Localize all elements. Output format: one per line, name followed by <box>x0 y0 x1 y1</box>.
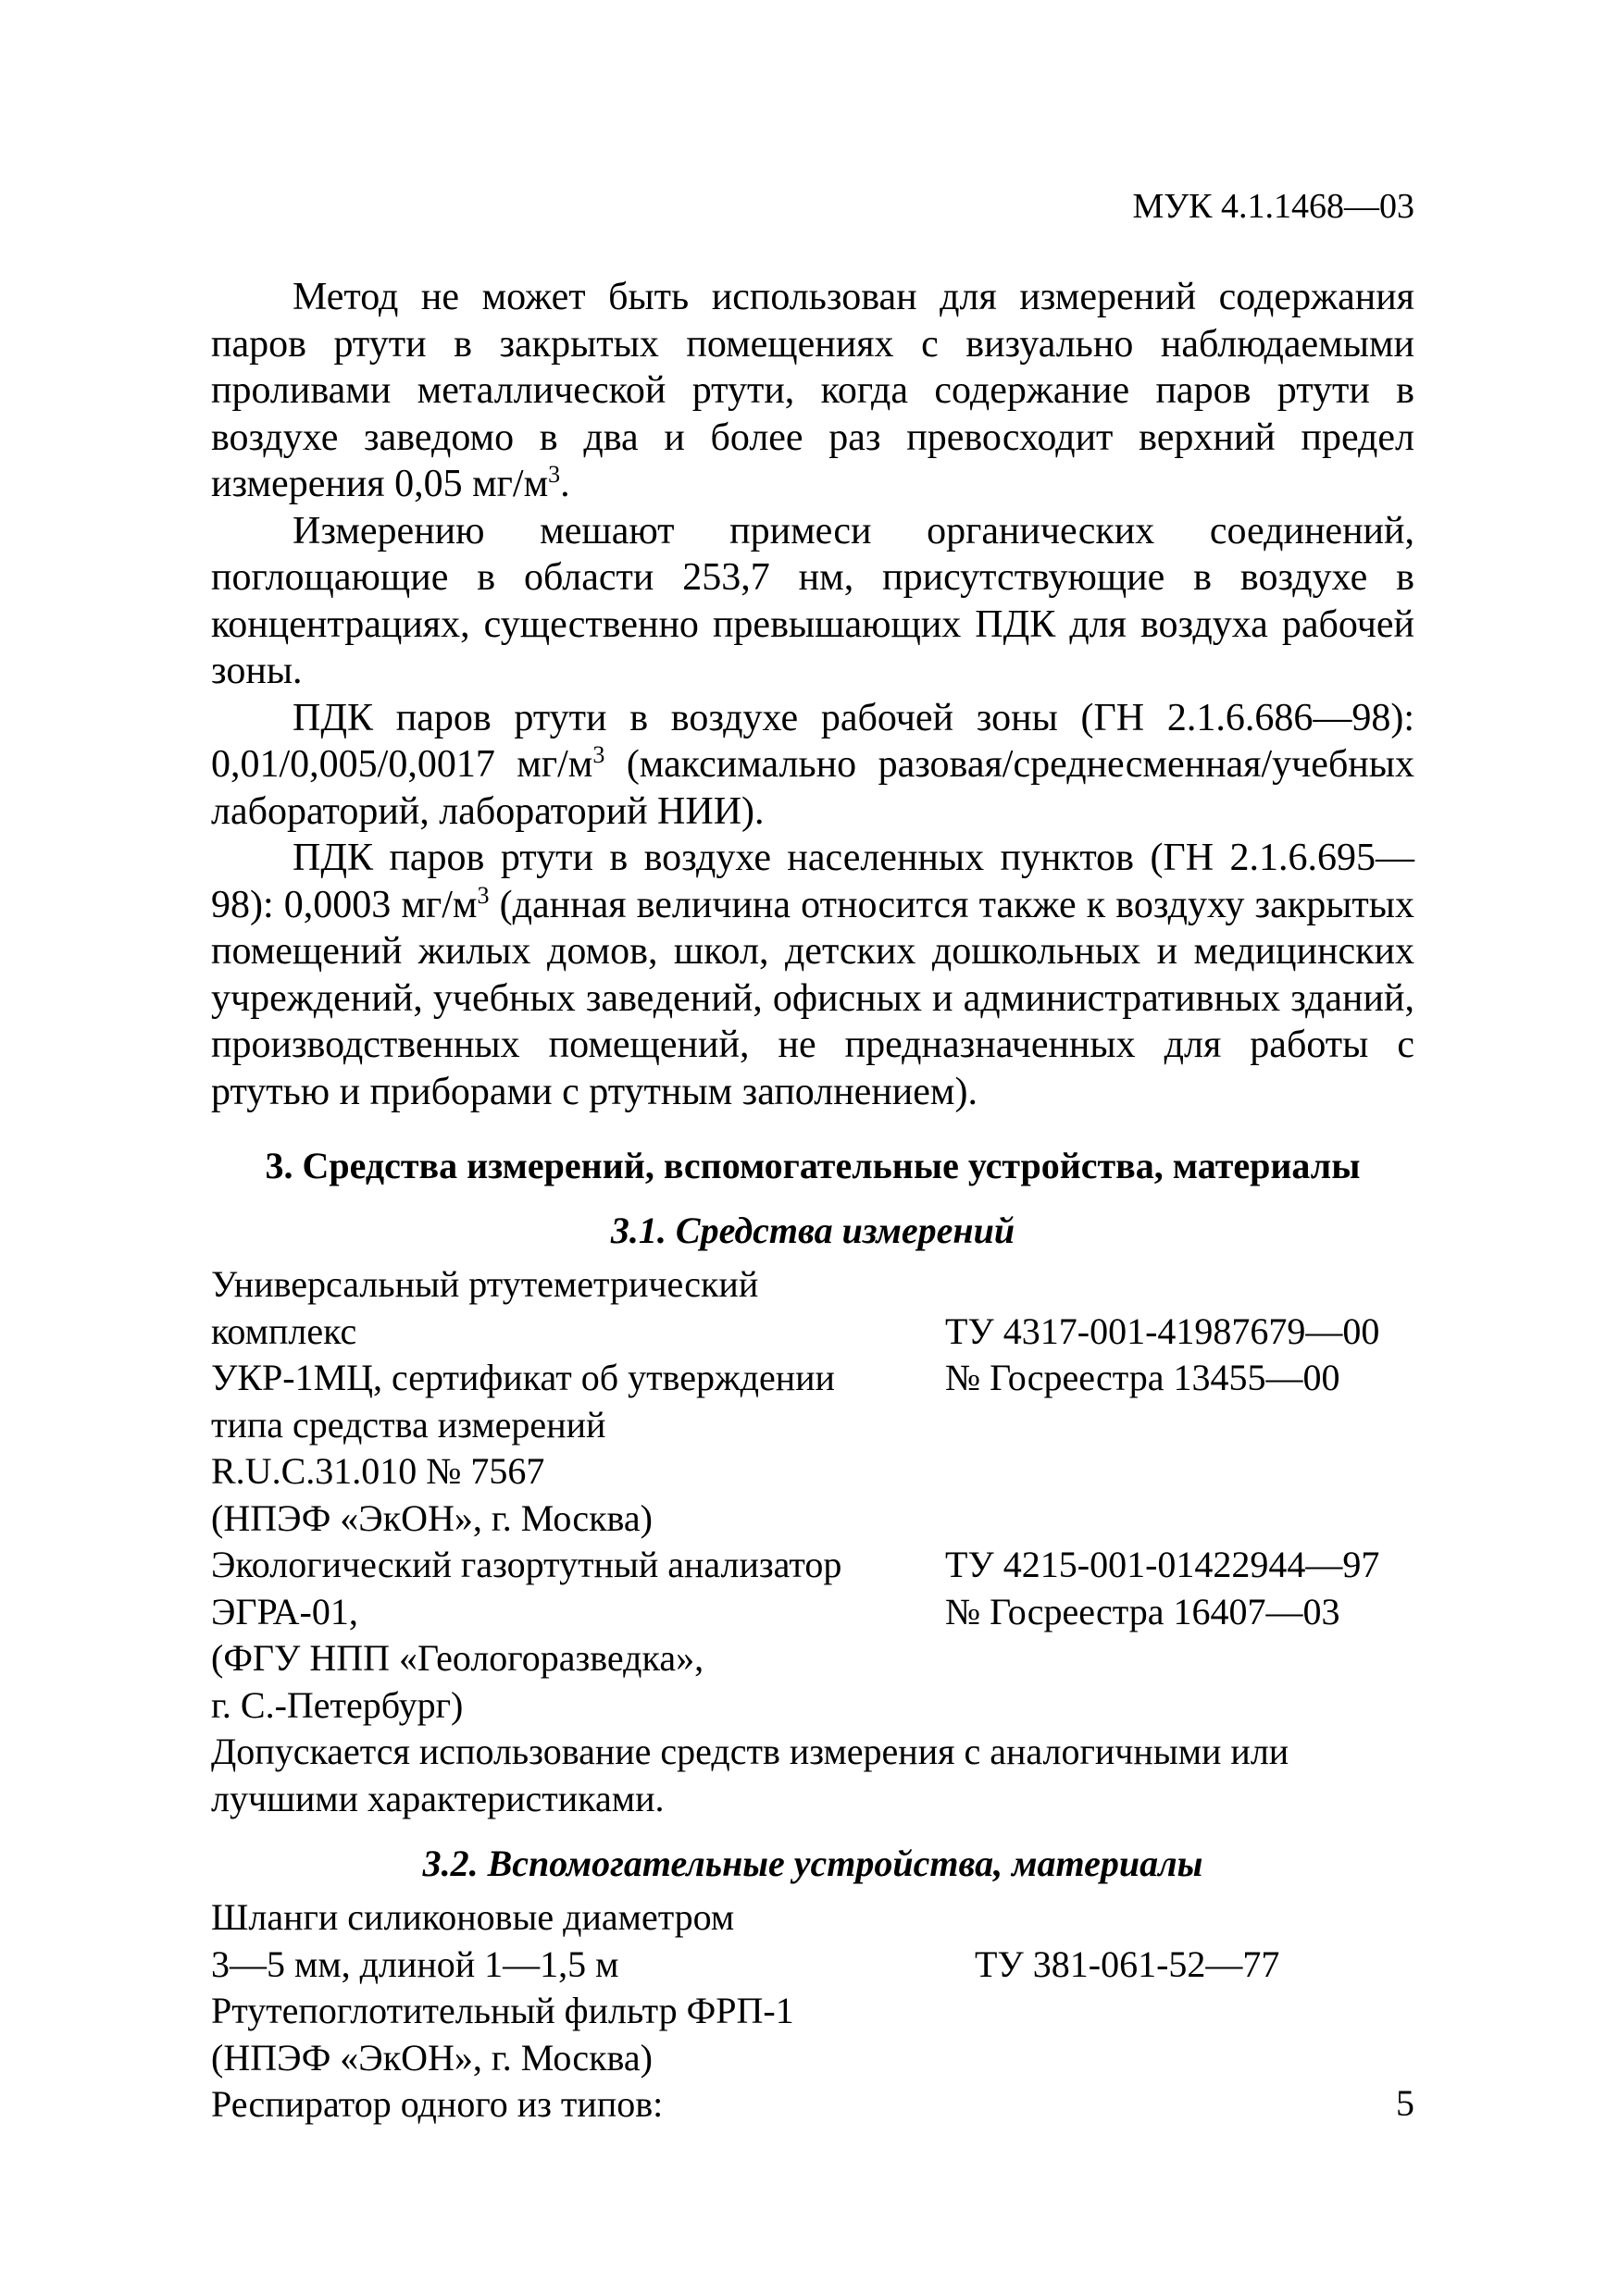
list-item <box>211 1682 1414 1730</box>
paragraph-interference: Измерению мешают примеси органических соединений, поглощающие в области 253,7 нм, присутствующие в воздухе в концентрациях, существенно превышающих ПДК для воздуха рабочей зоны. <box>211 509 1414 692</box>
item-specification: ТУ 4215-001-01422944—97 <box>945 1544 1380 1585</box>
list-item <box>211 1988 1414 2035</box>
item-specification: ТУ 4317-001-41987679—00 <box>945 1309 1380 1352</box>
list-item <box>211 1402 1414 1449</box>
list-item <box>211 1448 1414 1496</box>
paragraph-text-end: . <box>560 463 570 505</box>
item-description: ЭГРА-01, <box>211 1590 358 1632</box>
item-description: 3—5 мм, длиной 1—1,5 м <box>211 1942 619 1985</box>
list-item <box>211 1261 1414 1309</box>
superscript: 3 <box>548 461 561 488</box>
list-item <box>211 1942 1414 1989</box>
item-description: R.U.C.31.010 № 7567 <box>211 1450 545 1492</box>
item-description: Ртутепоглотительный фильтр ФРП-1 <box>211 1990 794 2031</box>
paragraph-method-limitation <box>211 274 1414 508</box>
section-3-heading: 3. Средства измерений, вспомогательные устройства, материалы <box>265 1145 1361 1186</box>
auxiliary-devices-list <box>211 1894 1414 2128</box>
item-description: Шланги силиконовые диаметром <box>211 1896 735 1938</box>
paragraph-text-end: (максимально разовая/среднесменная/учебных лабораторий, лабораторий НИИ). <box>211 743 1415 833</box>
measuring-instruments-list <box>211 1261 1414 1729</box>
item-description: (ФГУ НПП «Геологоразведка», <box>211 1637 704 1679</box>
list-item <box>211 2035 1414 2082</box>
item-description: (НПЭФ «ЭкОН», г. Москва) <box>211 1496 653 1539</box>
item-description: Универсальный ртутеметрический <box>211 1263 759 1305</box>
superscript: 3 <box>477 881 490 909</box>
document-body <box>211 274 1414 2128</box>
list-item <box>211 1496 1414 1543</box>
paragraph-mpc-settlements <box>211 835 1414 1115</box>
paragraph-text: Метод не может быть использован для измерений содержания паров ртути в закрытых помещениях с визуально наблюдаемыми проливами металлической ртути, когда содержание паров ртути в воздухе заведомо в два и более раз превосходит верхний предел измерения 0,05 мг/м <box>211 276 1414 505</box>
item-description: типа средства измерений <box>211 1403 606 1446</box>
superscript: 3 <box>592 741 605 768</box>
list-item <box>211 1309 1414 1356</box>
paragraph-text: ПДК паров ртути в воздухе рабочей зоны (ГН 2.1.6.686—98): 0,01/0,005/0,0017 мг/м <box>211 696 1414 786</box>
equivalent-instruments-note: Допускается использование средств измерения с аналогичными или лучшими характеристиками. <box>211 1731 1289 1819</box>
item-description: УКР-1МЦ, сертификат об утверждении <box>211 1357 835 1398</box>
item-description: Респиратор одного из типов: <box>211 2083 664 2125</box>
item-description: комплекс <box>211 1309 357 1352</box>
list-item <box>211 1589 1414 1636</box>
paragraph-mpc-work-zone <box>211 695 1414 836</box>
item-description: Экологический газортутный анализатор <box>211 1544 842 1585</box>
list-item <box>211 1635 1414 1682</box>
paragraph-text: ПДК паров ртути в воздухе населенных пунктов (ГН 2.1.6.695—98): 0,0003 мг/м <box>211 837 1414 926</box>
subsection-3-1-heading: 3.1. Средства измерений <box>610 1210 1015 1251</box>
item-description: (НПЭФ «ЭкОН», г. Москва) <box>211 2036 653 2079</box>
item-specification: № Госреестра 16407—03 <box>945 1590 1340 1632</box>
item-specification: № Госреестра 13455—00 <box>945 1357 1340 1398</box>
list-item <box>211 2081 1414 2128</box>
page-number: 5 <box>1396 2082 1414 2124</box>
paragraph-text-end: (данная величина относится также к воздуху закрытых помещений жилых домов, школ, детских дошкольных и медицинских учреждений, учебных заведений, офисных и административных зданий, производственных помещений, не предназначенных для работы с ртутью и приборами с ртутным заполнением). <box>211 883 1414 1113</box>
item-description: г. С.-Петербург) <box>211 1683 464 1726</box>
subsection-3-2-heading: 3.2. Вспомогательные устройства, материалы <box>422 1843 1203 1884</box>
document-code-header: МУК 4.1.1468—03 <box>1132 187 1414 226</box>
list-item <box>211 1894 1414 1942</box>
list-item <box>211 1355 1414 1402</box>
list-item <box>211 1542 1414 1589</box>
item-specification: ТУ 381-061-52—77 <box>975 1942 1280 1985</box>
